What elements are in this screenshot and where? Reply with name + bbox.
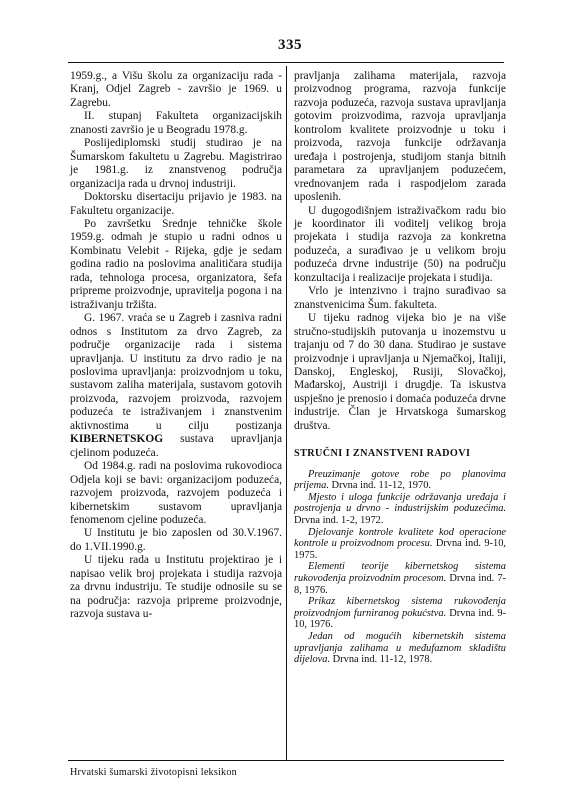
paragraph: 1959.g., a Višu školu za organizaciju rada - Kranj, Odjel Zagreb - završio je 1969. u Zagrebu. [70,70,282,109]
section-heading: STRUČNI I ZNANSTVENI RADOVI [294,448,471,460]
work-source: Drvna ind. 7-8, 1976. [294,573,506,596]
paragraph-text: G. 1967. vraća se u Zagreb i zasniva radni odnos s Institutom za drvo Zagreb, za područje organizacije rada i sistema upravljanja. U institutu za drvo radio je na poslovima upravljanja: proizvodnjom u toku, sustavom zaliha materijala, sustavom gotovih proizvoda, razvojem proizvoda, razvojem poduzeća te istraživanjem i znanstvenim aktivnostima u cilju postizanja [70,312,282,432]
paragraph: Vrlo je intenzivno i trajno surađivao sa znanstvenicima Šum. fakulteta. [294,285,506,311]
bibliography-entry [294,527,506,562]
paragraph: Po završetku Srednje tehničke škole 1959.g. odmah je stupio u radni odnos u Kombinatu Velebit - Rijeka, gdje je sedam godina radio na poslovima analitičara studija rada, tehnologa procesa, organizatora, šefa pripreme proizvodnje, upravitelja pogona i na istraživanju tržišta. [70,217,282,311]
work-title: Djelovanje kontrole kvalitete kod operacione kontrole u proizvodnom procesu. [294,526,506,550]
bibliography-entry [294,492,506,527]
emphasis-term: KIBERNETSKOG [70,433,164,446]
top-rule [68,62,504,63]
bibliography-entry [294,469,506,492]
work-source: Drvna ind. 1-2, 1972. [294,515,384,527]
work-title: Prikaz kibernetskog sistema rukovođenja proizvodnjom furniranog pokućstva. [294,596,506,619]
work-source: Drvna ind. 9-10, 1976. [294,607,506,631]
paragraph: U dugogodišnjem istraživačkom radu bio je koordinator ili voditelj velikog broja projekata i studija razvoja za konkretna poduzeća, a surađivao je u velikom broju poduzeća drvne industrije (50) na području konzultacija i realizacije projekata i studija. [294,204,506,284]
work-title: Preuzimanje gotove robe po planovima prijema. [294,468,506,492]
work-title: Mjesto i uloga funkcije održavanja uređaja i postrojenja u drvno - industrijskim poduzećima. [294,491,506,515]
paragraph-text: sustava upravljanja cjelinom poduzeća. [70,433,282,459]
page-number: 335 [278,37,302,53]
paragraph: Od 1984.g. radi na poslovima rukovodioca Odjela koji se bavi: organizacijom poduzeća, razvojem proizvoda, razvojem poduzeća i kibernetskim sustavom upravljanja fenomenom cjeline poduzeća. [70,460,282,526]
paragraph [70,312,282,460]
paragraph: U tijeku radnog vijeka bio je na više stručno-studijskih putovanja u inozemstvu u trajanju od 7 do 30 dana. Studirao je sustave proizvodnje i upravljanja u Njemačkoj, Italiji, Danskoj, Engleskoj, Rusiji, Slovačkoj, Mađarskoj, Austriji i drugdje. Ta iskustva uspješno je prenosio i domaća poduzeća drvne industrije. Član je Hrvatskoga šumarskog društva. [294,312,506,432]
work-title: Jedan od mogućih kibernetskih sistema upravljanja zalihama u međufaznom skladištu dijelova. [294,631,506,666]
paragraph: Poslijediplomski studij studirao je na Šumarskom fakultetu u Zagrebu. Magistrirao je 1981.g. iz znanstvenog područja organizacija rada u drvnoj industriji. [70,137,282,190]
bibliography-entry [294,561,506,596]
work-source: Drvna ind. 11-12, 1970. [328,480,431,492]
paragraph: pravljanja zalihama materijala, razvoja proizvodnog programa, razvoja funkcije razvoja poduzeća, razvoja sustava upravljanja gotovim proizvodima, razvoja upravljanja kontrolom kvalitete proizvodnje u toku i proizvoda, razvoja funkcije održavanja uređaja i postrojenja, studijom stanja bitnih parametara za upravljanjem poduzećem, vrednovanjem rada i raspodjelom zarada uposlenih. [294,70,506,204]
paragraph: U Institutu je bio zaposlen od 30.V.1967. do 1.VII.1990.g. [70,527,282,553]
paragraph: Doktorsku disertaciju prijavio je 1983. na Fakultetu organizacije. [70,191,282,217]
right-column [294,70,506,666]
paragraph: II. stupanj Fakulteta organizacijskih znanosti završio je u Beogradu 1978.g. [70,110,282,136]
page-footer: Hrvatski šumarski životopisni leksikon [70,767,237,778]
bottom-rule [68,760,504,761]
work-source: Drvna ind. 11-12, 1978. [330,654,433,666]
bibliography-entry [294,596,506,631]
bibliography-entry [294,631,506,666]
column-divider [286,66,287,760]
left-column [70,70,282,622]
work-title: Elementi teorije kibernetskog sistema rukovođenja proizvodnim procesom. [294,561,506,585]
paragraph: U tijeku rada u Institutu projektirao je i napisao velik broj projekata i studija razvoja za drvnu industriju. Te studije odnosile su se na područja: razvoja pripreme proizvodnje, razvoja sustava u- [70,554,282,621]
work-source: Drvna ind. 9-10, 1975. [294,538,506,561]
